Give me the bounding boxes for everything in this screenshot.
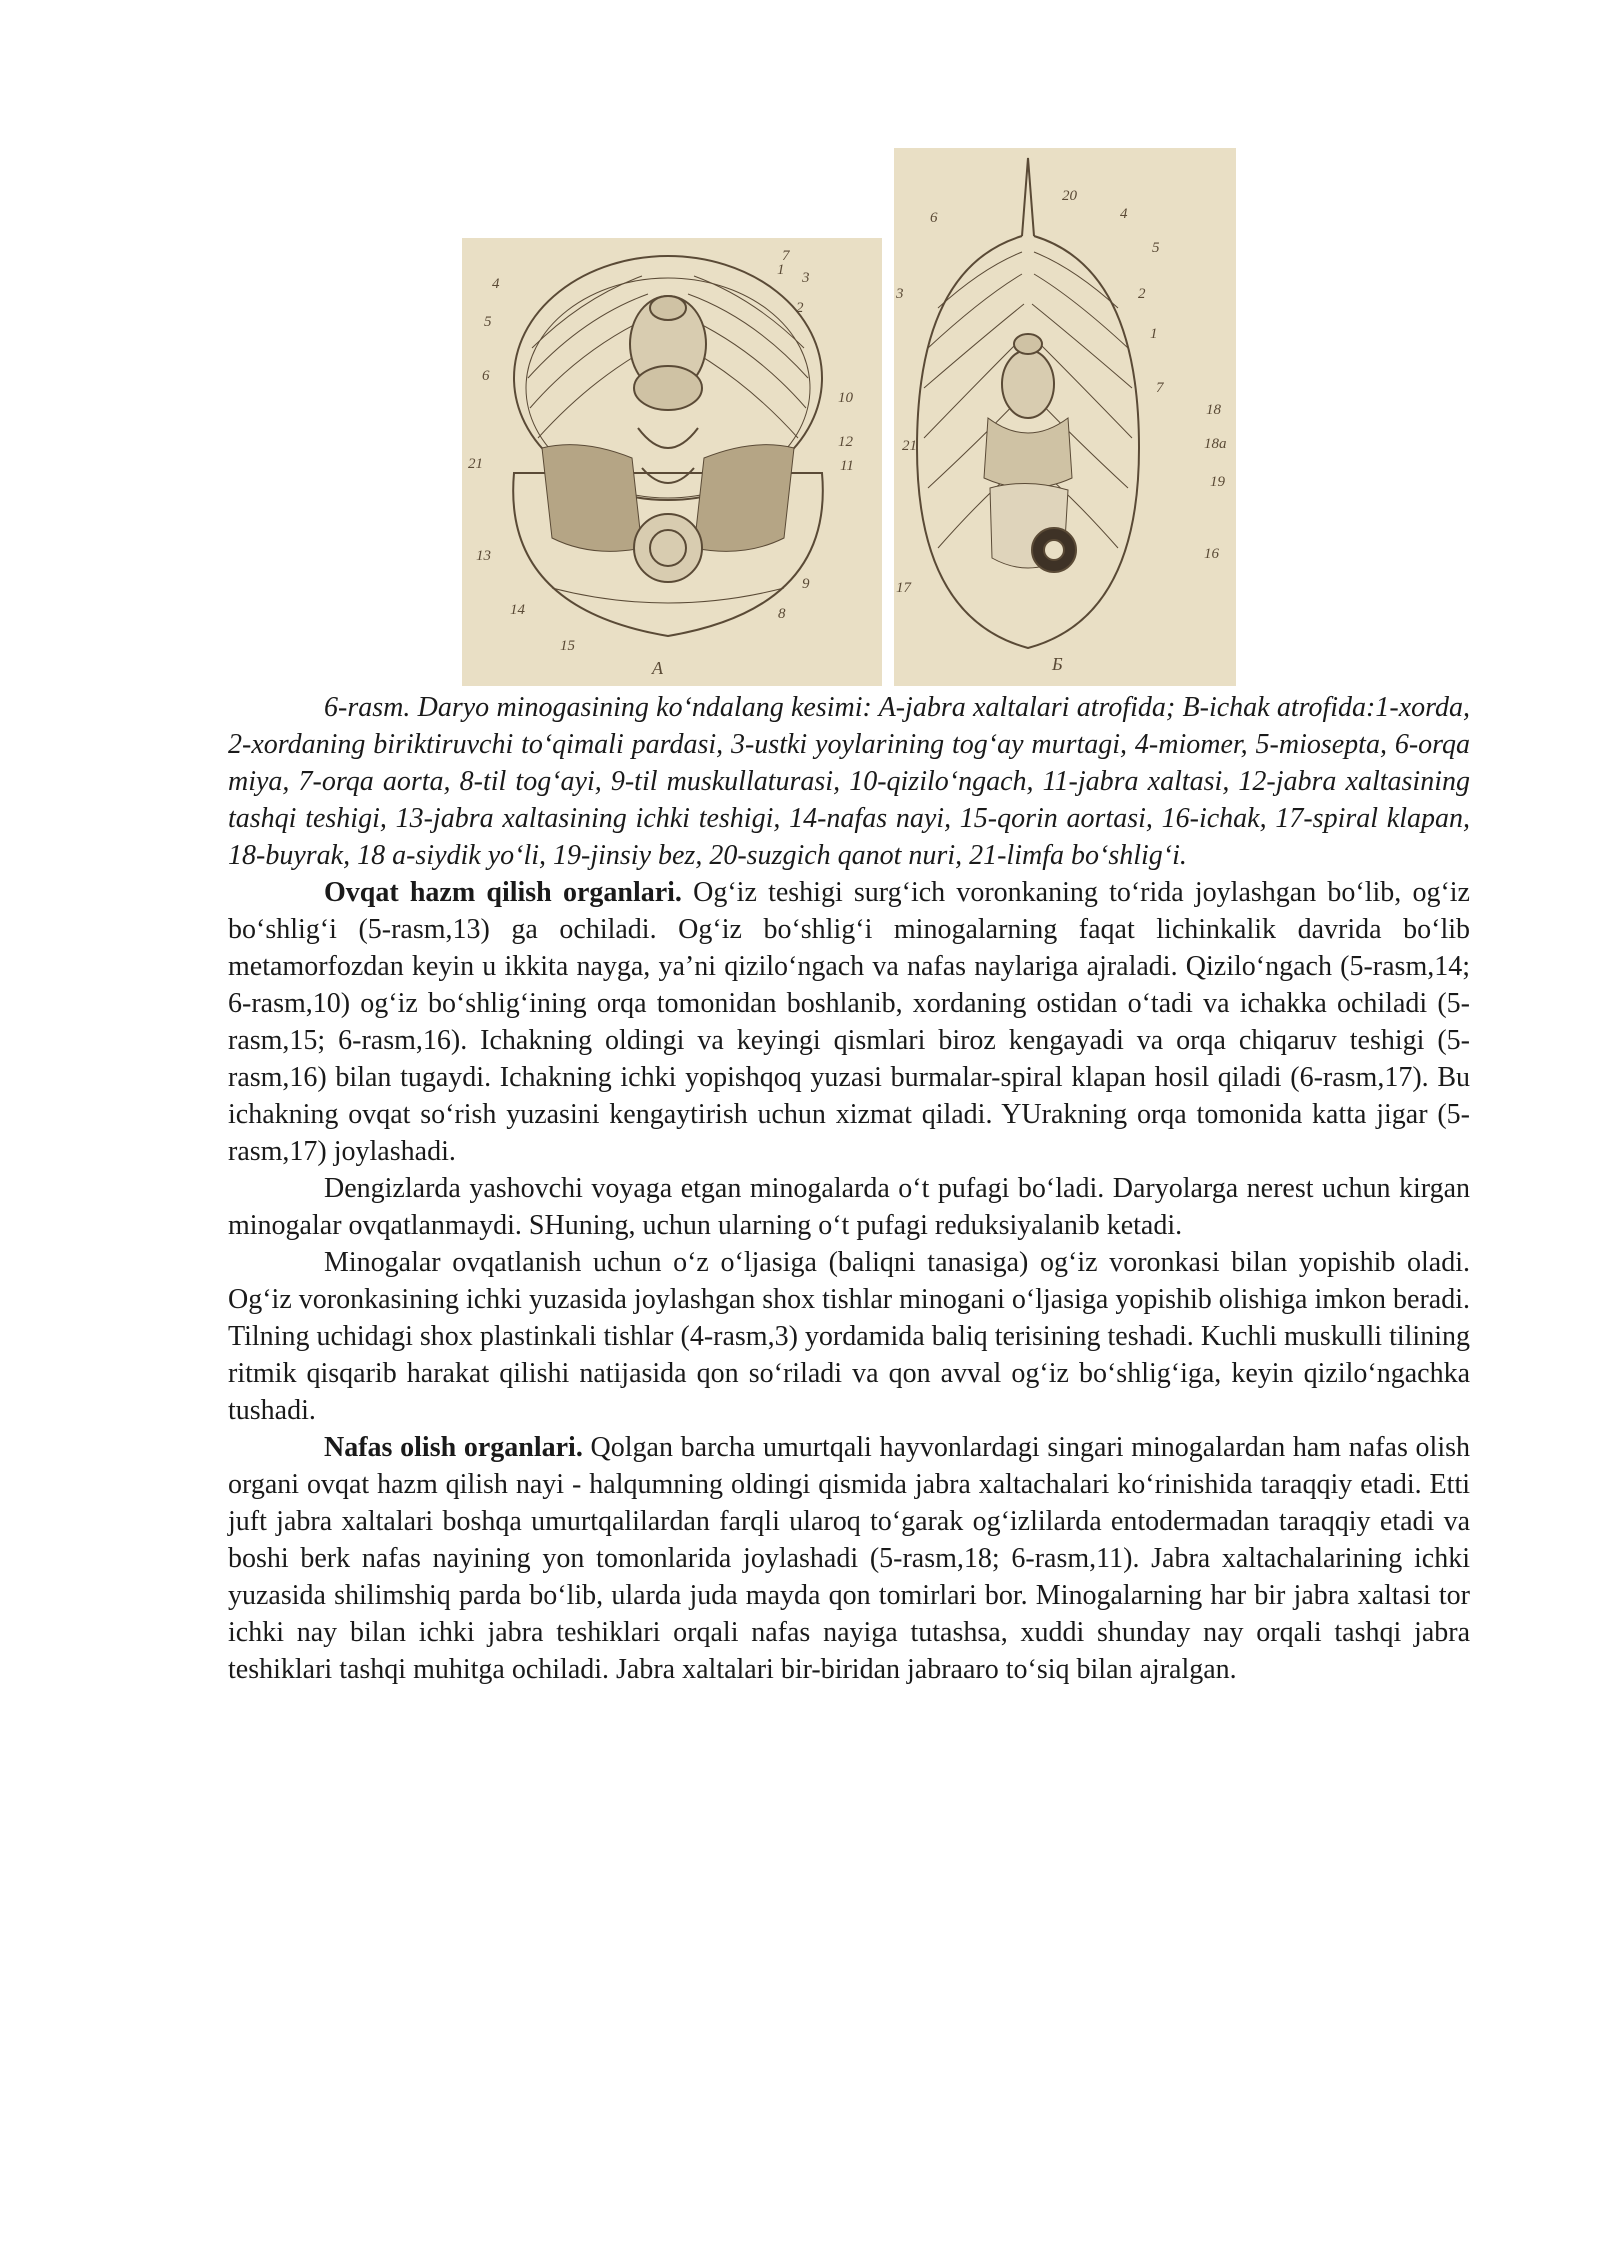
panel-b-label: Б	[1052, 654, 1063, 674]
panel-a-label: A	[652, 658, 663, 678]
label-b-17: 17	[896, 580, 911, 596]
heading-digestive-organs: Ovqat hazm qilish organlari.	[324, 877, 682, 908]
label-a-15: 15	[560, 638, 575, 654]
label-b-3: 3	[896, 286, 904, 302]
paragraph-respiratory-intro	[228, 1429, 1470, 1688]
heading-respiratory-organs: Nafas olish organlari.	[324, 1432, 583, 1463]
label-b-20: 20	[1062, 188, 1077, 204]
figure-drawing	[462, 148, 1236, 686]
label-a-8: 8	[778, 606, 786, 622]
label-a-14: 14	[510, 602, 525, 618]
lamprey-cross-section-figure	[462, 148, 1236, 686]
label-a-1: 1	[777, 262, 785, 278]
label-b-2: 2	[1138, 286, 1146, 302]
paragraph-respiratory-body: Qolgan barcha umurtqali hayvonlardagi singari minogalardan ham nafas olish organi ovqat hazm qilish nayi - halqumning oldingi qismida jabra xaltachalari ko‘rinishida taraqqiy etadi. Etti juft jabra xaltalari boshqa umurtqalilardan farqli ularoq to‘garak og‘izlilarda entodermadan taraqqiy etadi va boshi berk nafas nayining yon tomonlarida joylashadi (5-rasm,18; 6-rasm,11). Jabra xaltachalarining ichki yuzasida shilimshiq parda bo‘lib, ularda juda mayda qon tomirlari bor. Minogalarning har bir jabra xaltasi tor ichki nay bilan ichki jabra teshiklari orqali nafas nayiga tutashsa, xuddi shunday nay orqali tashqi jabra teshiklari tashqi muhitga ochiladi. Jabra xaltalari bir-biridan jabraaro to‘siq bilan ajralgan.	[228, 1432, 1470, 1685]
label-b-18a: 18a	[1204, 436, 1227, 452]
label-a-7: 7	[782, 248, 790, 264]
paragraph-feeding: Minogalar ovqatlanish uchun o‘z o‘ljasiga (baliqni tanasiga) og‘iz voronkasi bilan yopishib oladi. Og‘iz voronkasining ichki yuzasida joylashgan shox tishlar minogani o‘ljasiga yopishib olishiga imkon beradi. Tilning uchidagi shox plastinkali tishlar (4-rasm,3) yordamida baliq terisining teshadi. Kuchli muskulli tilining ritmik qisqarib harakat qilishi natijasida qon so‘riladi va qon avval og‘iz bo‘shlig‘iga, keyin qizilo‘ngachka tushadi.	[228, 1247, 1470, 1426]
label-b-16: 16	[1204, 546, 1219, 562]
label-a-13: 13	[476, 548, 491, 564]
label-a-4: 4	[492, 276, 500, 292]
label-a-12: 12	[838, 434, 853, 450]
panel-b-background	[894, 148, 1236, 686]
label-b-18: 18	[1206, 402, 1221, 418]
paragraph-digestive-body: Og‘iz teshigi surg‘ich voronkaning to‘rida joylashgan bo‘lib, og‘iz bo‘shlig‘i (5-rasm,13) ga ochiladi. Og‘iz bo‘shlig‘i minogalarning faqat lichinkalik davrida bo‘lib metamorfozdan keyin u ikkita nayga, ya’ni qizilo‘ngach va nafas naylariga ajraladi. Qizilo‘ngach (5-rasm,14; 6-rasm,10) og‘iz bo‘shlig‘ining orqa tomonidan boshlanib, xordaning ostidan o‘tadi va ichakka ochiladi (5-rasm,15; 6-rasm,16). Ichakning oldingi va keyingi qismlari biroz kengayadi va orqa chiqaruv teshigi (5-rasm,16) bilan tugaydi. Ichakning ichki yopishqoq yuzasi burmalar-spiral klapan hosil qiladi (6-rasm,17). Bu ichakning ovqat so‘rish yuzasini kengaytirish uchun xizmat qiladi. YUrakning orqa tomonida katta jigar (5-rasm,17) joylashadi.	[228, 877, 1470, 1167]
label-a-5: 5	[484, 314, 492, 330]
label-b-19: 19	[1210, 474, 1225, 490]
label-a-21: 21	[468, 456, 483, 472]
paragraph-digestive-intro	[228, 874, 1470, 1170]
label-a-10: 10	[838, 390, 853, 406]
label-a-2: 2	[796, 300, 804, 316]
label-a-11: 11	[840, 458, 854, 474]
figure-caption: 6-rasm. Daryo minogasining ko‘ndalang kesimi: A-jabra xaltalari atrofida; B-ichak atrofida:1-xorda, 2-xordaning biriktiruvchi to‘qimali pardasi, 3-ustki yoylarining tog‘ay murtagi, 4-miomer, 5-miosepta, 6-orqa miya, 7-orqa aorta, 8-til tog‘ayi, 9-til muskullaturasi, 10-qizilo‘ngach, 11-jabra xaltasi, 12-jabra xaltasining tashqi teshigi, 13-jabra xaltasining ichki teshigi, 14-nafas nayi, 15-qorin aortasi, 16-ichak, 17-spiral klapan, 18-buyrak, 18 a-siydik yo‘li, 19-jinsiy bez, 20-suzgich qanot nuri, 21-limfa bo‘shlig‘i.	[228, 692, 1470, 871]
label-b-5: 5	[1152, 240, 1160, 256]
label-b-4: 4	[1120, 206, 1128, 222]
label-b-1: 1	[1150, 326, 1158, 342]
label-b-6: 6	[930, 210, 938, 226]
label-a-3: 3	[802, 270, 810, 286]
label-a-9: 9	[802, 576, 810, 592]
paragraph-gallbladder: Dengizlarda yashovchi voyaga etgan minogalarda o‘t pufagi bo‘ladi. Daryolarga nerest uchun kirgan minogalar ovqatlanmaydi. SHuning, uchun ularning o‘t pufagi reduksiyalanib ketadi.	[228, 1173, 1470, 1241]
label-b-7: 7	[1156, 380, 1164, 396]
document-text	[228, 689, 1470, 1688]
label-a-6: 6	[482, 368, 490, 384]
label-b-21: 21	[902, 438, 917, 454]
